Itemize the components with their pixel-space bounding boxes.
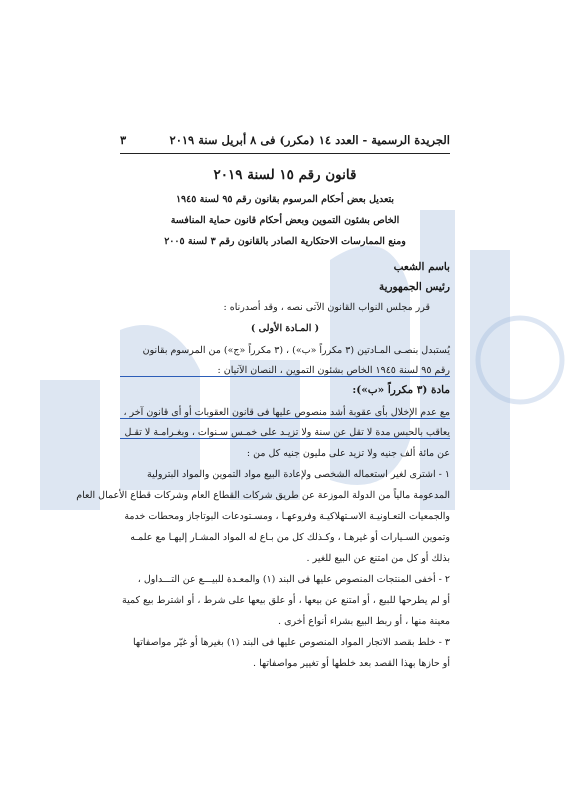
clause-1-line-1: ١ - اشترى لغير استعماله الشخصى ولإعادة البيع مواد التموين والمواد البترولية <box>147 469 450 480</box>
article-3b-heading: مادة (٣ مكرراً «ب»): <box>352 384 450 396</box>
article-one-line-2: رقم ٩٥ لسنة ١٩٤٥ الخاص بشئون التموين ، النصان الآتيان : <box>120 365 450 377</box>
clause-1-line-3: والجمعيات التعـاونيـة الاسـتهلاكيـة وفروعهـا ، ومسـتودعات البوتاجاز ومحطات خدمة <box>124 511 450 522</box>
subtitle-line-1: بتعديل بعض أحكام المرسوم بقانون رقم ٩٥ لسنة ١٩٤٥ <box>175 194 395 205</box>
header-divider <box>120 153 450 154</box>
subtitle-line-2: الخاص بشئون التموين وبعض أحكام قانون حماية المنافسة <box>170 215 400 226</box>
article-3b-line-3: عن مائة ألف جنيه ولا تزيد على مليون جنيه كل من : <box>246 448 450 459</box>
president-heading: رئيس الجمهورية <box>378 281 450 293</box>
publication-info: الجريدة الرسمية - العدد ١٤ (مكرر) فى ٨ أبريل سنة ٢٠١٩ <box>169 133 450 147</box>
clause-3-line-1: ٣ - خلط بقصد الاتجار المواد المنصوص عليها فى البند (١) بغيرها أو غيّر مواصفاتها <box>132 637 450 648</box>
article-3b-line-2: يعاقب بالحبس مدة لا تقل عن سنة ولا تزيـد على خمـس سـنوات ، وبغـرامـة لا تقـل <box>120 427 450 439</box>
clause-2-line-3: معينة منها ، أو ربط البيع بشراء أنواع أخرى . <box>278 616 450 627</box>
article-3b-line-1: مع عدم الإخلال بأى عقوبة أشد منصوص عليها فى قانون العقوبات أو أى قانون آخر ، <box>120 407 450 419</box>
subtitle-line-3: ومنع الممارسات الاحتكارية الصادر بالقانون رقم ٣ لسنة ٢٠٠٥ <box>164 236 406 247</box>
page-number: ٣ <box>120 133 127 147</box>
clause-1-line-2: المدعومة مالياً من الدولة الموزعة عن طريق شركات القطاع العام وشركات قطاع الأعمال العام <box>76 490 450 501</box>
in-name-of-people: باسم الشعب <box>393 261 450 273</box>
clause-2-line-2: أو لم يطرحها للبيع ، أو امتنع عن بيعها ، أو علق بيعها على شرط ، أو اشترط بيع كمية <box>122 595 450 606</box>
preamble: قرر مجلس النواب القانون الآتى نصه ، وقد أصدرناه : <box>223 302 430 313</box>
gazette-header <box>120 133 450 153</box>
clause-1-line-4: وتموين السـيارات أو غيرهـا ، وكـذلك كل من بـاع له المواد المشـار إليهـا مع علمـه <box>130 532 450 543</box>
law-title: قانون رقم ١٥ لسنة ٢٠١٩ <box>213 167 357 183</box>
clause-1-line-5: بذلك أو كل من امتنع عن البيع للغير . <box>306 553 450 564</box>
clause-2-line-1: ٢ - أخفى المنتجات المنصوص عليها فى البند (١) والمعـدة للبيـــع عن التـــداول ، <box>137 574 450 585</box>
article-one-heading: ( المـادة الأولى ) <box>250 323 320 334</box>
article-one-line-1: يُستبدل بنصـى المـادتين (٣ مكرراً «ب») ، (٣ مكرراً «ج») من المرسوم بقانون <box>142 345 450 356</box>
clause-3-line-2: أو حازها بهذا القصد بعد خلطها أو تغيير مواصفاتها . <box>253 658 450 669</box>
